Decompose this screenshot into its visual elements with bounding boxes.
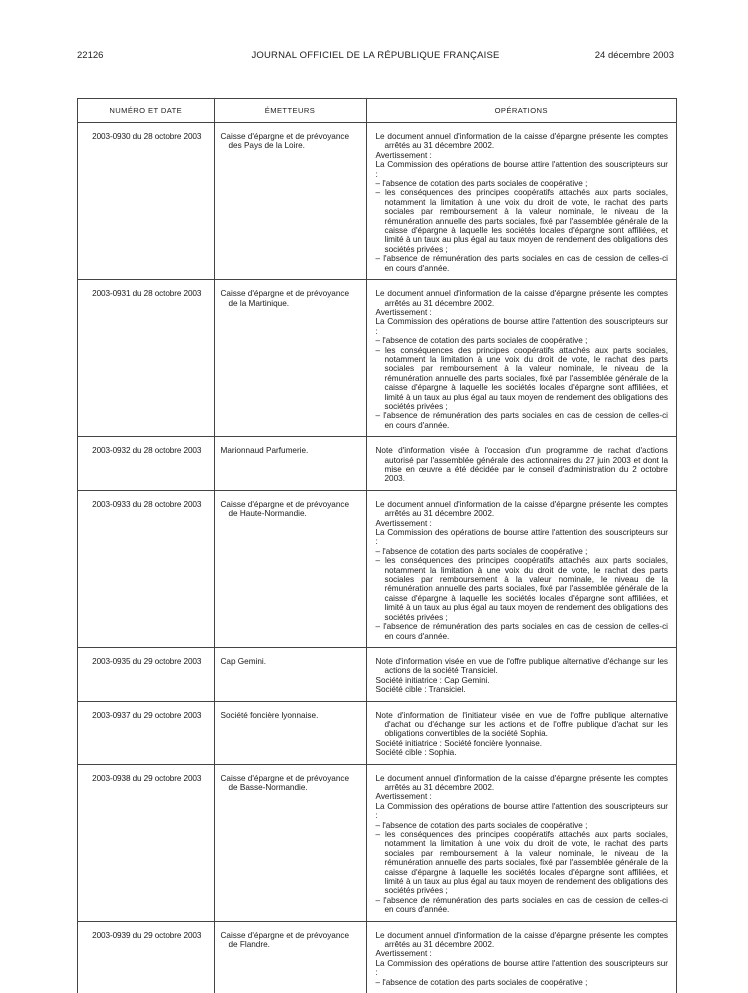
op-bullet: – l'absence de cotation des parts sociales de coopérative ;	[375, 820, 588, 830]
row-operations	[366, 764, 676, 921]
op-bullet: – les conséquences des principes coopératifs attachés aux parts sociales, notamment la limitation à une voix du droit de vote, le rachat des parts sociales par remboursement à la valeur nominale, le niveau de la rémunération annuelle des parts sociales, fixé par l'assemblée générale de la caisse d'épargne à laquelle les sociétés locales d'épargne sont affiliées, et limité à un taux au plus égal au taux moyen de rendement des obligations des sociétés privées ;	[375, 345, 668, 411]
op-warning: Avertissement :	[375, 150, 432, 160]
table-row	[78, 701, 676, 764]
op-commission: La Commission des opérations de bourse attire l'attention des souscripteurs sur :	[375, 801, 668, 821]
table-row	[78, 123, 676, 280]
row-issuer	[214, 764, 366, 921]
op-warning: Avertissement :	[375, 307, 432, 317]
op-warning: Avertissement :	[375, 792, 432, 802]
issuer-text: Caisse d'épargne et de prévoyance de Basse-Normandie.	[220, 773, 350, 792]
op-commission: La Commission des opérations de bourse attire l'attention des souscripteurs sur :	[375, 317, 668, 336]
table-header-row	[78, 99, 676, 123]
op-intro: Le document annuel d'information de la caisse d'épargne présente les comptes arrêtés au 31 décembre 2002.	[375, 930, 668, 950]
table-row	[78, 437, 676, 491]
row-number-date: 2003-0937 du 29 octobre 2003	[78, 701, 214, 764]
op-bullet: – l'absence de rémunération des parts sociales en cas de cession de celles-ci en cours d'année.	[375, 622, 668, 641]
op-bullet: – l'absence de cotation des parts sociales de coopérative ;	[375, 977, 588, 987]
operations-table	[77, 98, 677, 993]
row-issuer	[214, 280, 366, 437]
column-header-operations: OPÉRATIONS	[366, 99, 676, 123]
op-warning: Avertissement :	[375, 518, 432, 528]
issuer-text: Cap Gemini.	[220, 656, 267, 666]
table-row	[78, 764, 676, 921]
row-operations	[366, 490, 676, 647]
op-bullet: – les conséquences des principes coopératifs attachés aux parts sociales, notamment la limitation à une voix du droit de vote, le rachat des parts sociales par remboursement à la valeur nominale, le niveau de la rémunération annuelle des parts sociales, fixé par l'assemblée générale de la caisse d'épargne à laquelle les sociétés locales d'épargne sont affiliées, et limité à un taux au plus égal au taux moyen de rendement des obligations des sociétés privées ;	[375, 830, 668, 896]
table-row	[78, 280, 676, 437]
issuer-text: Caisse d'épargne et de prévoyance des Pays de la Loire.	[220, 132, 350, 151]
op-bullet: – les conséquences des principes coopératifs attachés aux parts sociales, notamment la limitation à une voix du droit de vote, le rachat des parts sociales par remboursement à la valeur nominale, le niveau de la rémunération annuelle des parts sociales, fixé par l'assemblée générale de la caisse d'épargne à laquelle les sociétés locales d'épargne sont affiliées, et limité à un taux au plus égal au taux moyen de rendement des obligations des sociétés privées ;	[375, 556, 668, 622]
journal-title: JOURNAL OFFICIEL DE LA RÉPUBLIQUE FRANÇAISE	[251, 50, 500, 61]
issuer-text: Marionnaud Parfumerie.	[220, 446, 309, 456]
op-bullet: – l'absence de cotation des parts sociales de coopérative ;	[375, 546, 588, 556]
row-operations	[366, 701, 676, 764]
op-commission: La Commission des opérations de bourse attire l'attention des souscripteurs sur :	[375, 160, 668, 179]
page-header	[77, 50, 674, 64]
op-bullet: – l'absence de rémunération des parts sociales en cas de cession de celles-ci en cours d'année.	[375, 895, 668, 915]
row-number-date: 2003-0932 du 28 octobre 2003	[78, 437, 214, 491]
op-intro: Le document annuel d'information de la caisse d'épargne présente les comptes arrêtés au 31 décembre 2002.	[375, 773, 668, 792]
op-commission: La Commission des opérations de bourse attire l'attention des souscripteurs sur :	[375, 958, 668, 978]
row-issuer	[214, 437, 366, 491]
row-number-date: 2003-0939 du 29 octobre 2003	[92, 930, 202, 940]
issuer-text: Caisse d'épargne et de prévoyance de Flandre.	[220, 930, 350, 950]
row-operations	[366, 437, 676, 491]
issue-date: 24 décembre 2003	[594, 50, 674, 61]
issuer-text: Caisse d'épargne et de prévoyance de la Martinique.	[220, 289, 350, 308]
op-intro: Le document annuel d'information de la caisse d'épargne présente les comptes arrêtés au 31 décembre 2002.	[375, 132, 668, 151]
op-intro: Note d'information de l'initiateur visée en vue de l'offre publique alternative d'achat ou d'échange sur les actions et de l'offre publique d'achat sur les obligations convertibles de la société Sophia.	[375, 710, 668, 739]
row-number-date: 2003-0938 du 29 octobre 2003	[78, 764, 214, 921]
page-number: 22126	[77, 50, 104, 61]
row-operations	[366, 647, 676, 701]
op-bullet: – l'absence de rémunération des parts sociales en cas de cession de celles-ci en cours d'année.	[375, 254, 668, 273]
table-row	[78, 490, 676, 647]
op-target: Société cible : Sophia.	[375, 748, 457, 758]
issuer-text: Caisse d'épargne et de prévoyance de Haute-Normandie.	[220, 499, 350, 519]
op-initiator: Société initiatrice : Cap Gemini.	[375, 675, 490, 685]
op-bullet: – l'absence de cotation des parts sociales de coopérative ;	[375, 336, 588, 346]
op-bullet: – les conséquences des principes coopératifs attachés aux parts sociales, notamment la limitation à une voix du droit de vote, le rachat des parts sociales par remboursement à la valeur nominale, le niveau de la rémunération annuelle des parts sociales, fixé par l'assemblée générale de la caisse d'épargne à laquelle les sociétés locales d'épargne sont affiliées, et limité à un taux au plus égal au taux moyen de rendement des obligations des sociétés privées ;	[375, 188, 668, 254]
op-bullet: – l'absence de rémunération des parts sociales en cas de cession de celles-ci en cours d'année.	[375, 411, 668, 430]
row-number-date: 2003-0935 du 29 octobre 2003	[78, 647, 214, 701]
op-commission: La Commission des opérations de bourse attire l'attention des souscripteurs sur :	[375, 528, 668, 547]
row-issuer	[214, 490, 366, 647]
table-row	[78, 921, 676, 993]
row-operations	[366, 921, 676, 993]
table-row	[78, 647, 676, 701]
op-warning: Avertissement :	[375, 949, 432, 959]
op-intro: Note d'information visée à l'occasion d'un programme de rachat d'actions autorisé par l'assemblée générale des actionnaires du 27 juin 2003 et dont la mise en œuvre a été décidée par le conseil d'administration du 2 octobre 2003.	[375, 446, 668, 484]
column-header-issuers: ÉMETTEURS	[214, 99, 366, 123]
row-number-date: 2003-0933 du 28 octobre 2003	[78, 490, 214, 647]
row-issuer	[214, 123, 366, 280]
row-number-date: 2003-0931 du 28 octobre 2003	[78, 280, 214, 437]
issuer-text: Société foncière lyonnaise.	[220, 710, 319, 720]
row-number-date: 2003-0930 du 28 octobre 2003	[78, 123, 214, 280]
op-bullet: – l'absence de cotation des parts sociales de coopérative ;	[375, 179, 588, 189]
op-target: Société cible : Transiciel.	[375, 685, 466, 695]
row-issuer	[214, 647, 366, 701]
row-issuer	[214, 701, 366, 764]
row-issuer	[214, 921, 366, 993]
op-initiator: Société initiatrice : Société foncière lyonnaise.	[375, 738, 543, 748]
row-operations	[366, 280, 676, 437]
op-intro: Note d'information visée en vue de l'offre publique alternative d'échange sur les actions de la société Transiciel.	[375, 656, 668, 676]
op-intro: Le document annuel d'information de la caisse d'épargne présente les comptes arrêtés au 31 décembre 2002.	[375, 499, 668, 519]
column-header-number-date: NUMÉRO ET DATE	[78, 99, 214, 123]
op-intro: Le document annuel d'information de la caisse d'épargne présente les comptes arrêtés au 31 décembre 2002.	[375, 289, 668, 308]
row-operations	[366, 123, 676, 280]
